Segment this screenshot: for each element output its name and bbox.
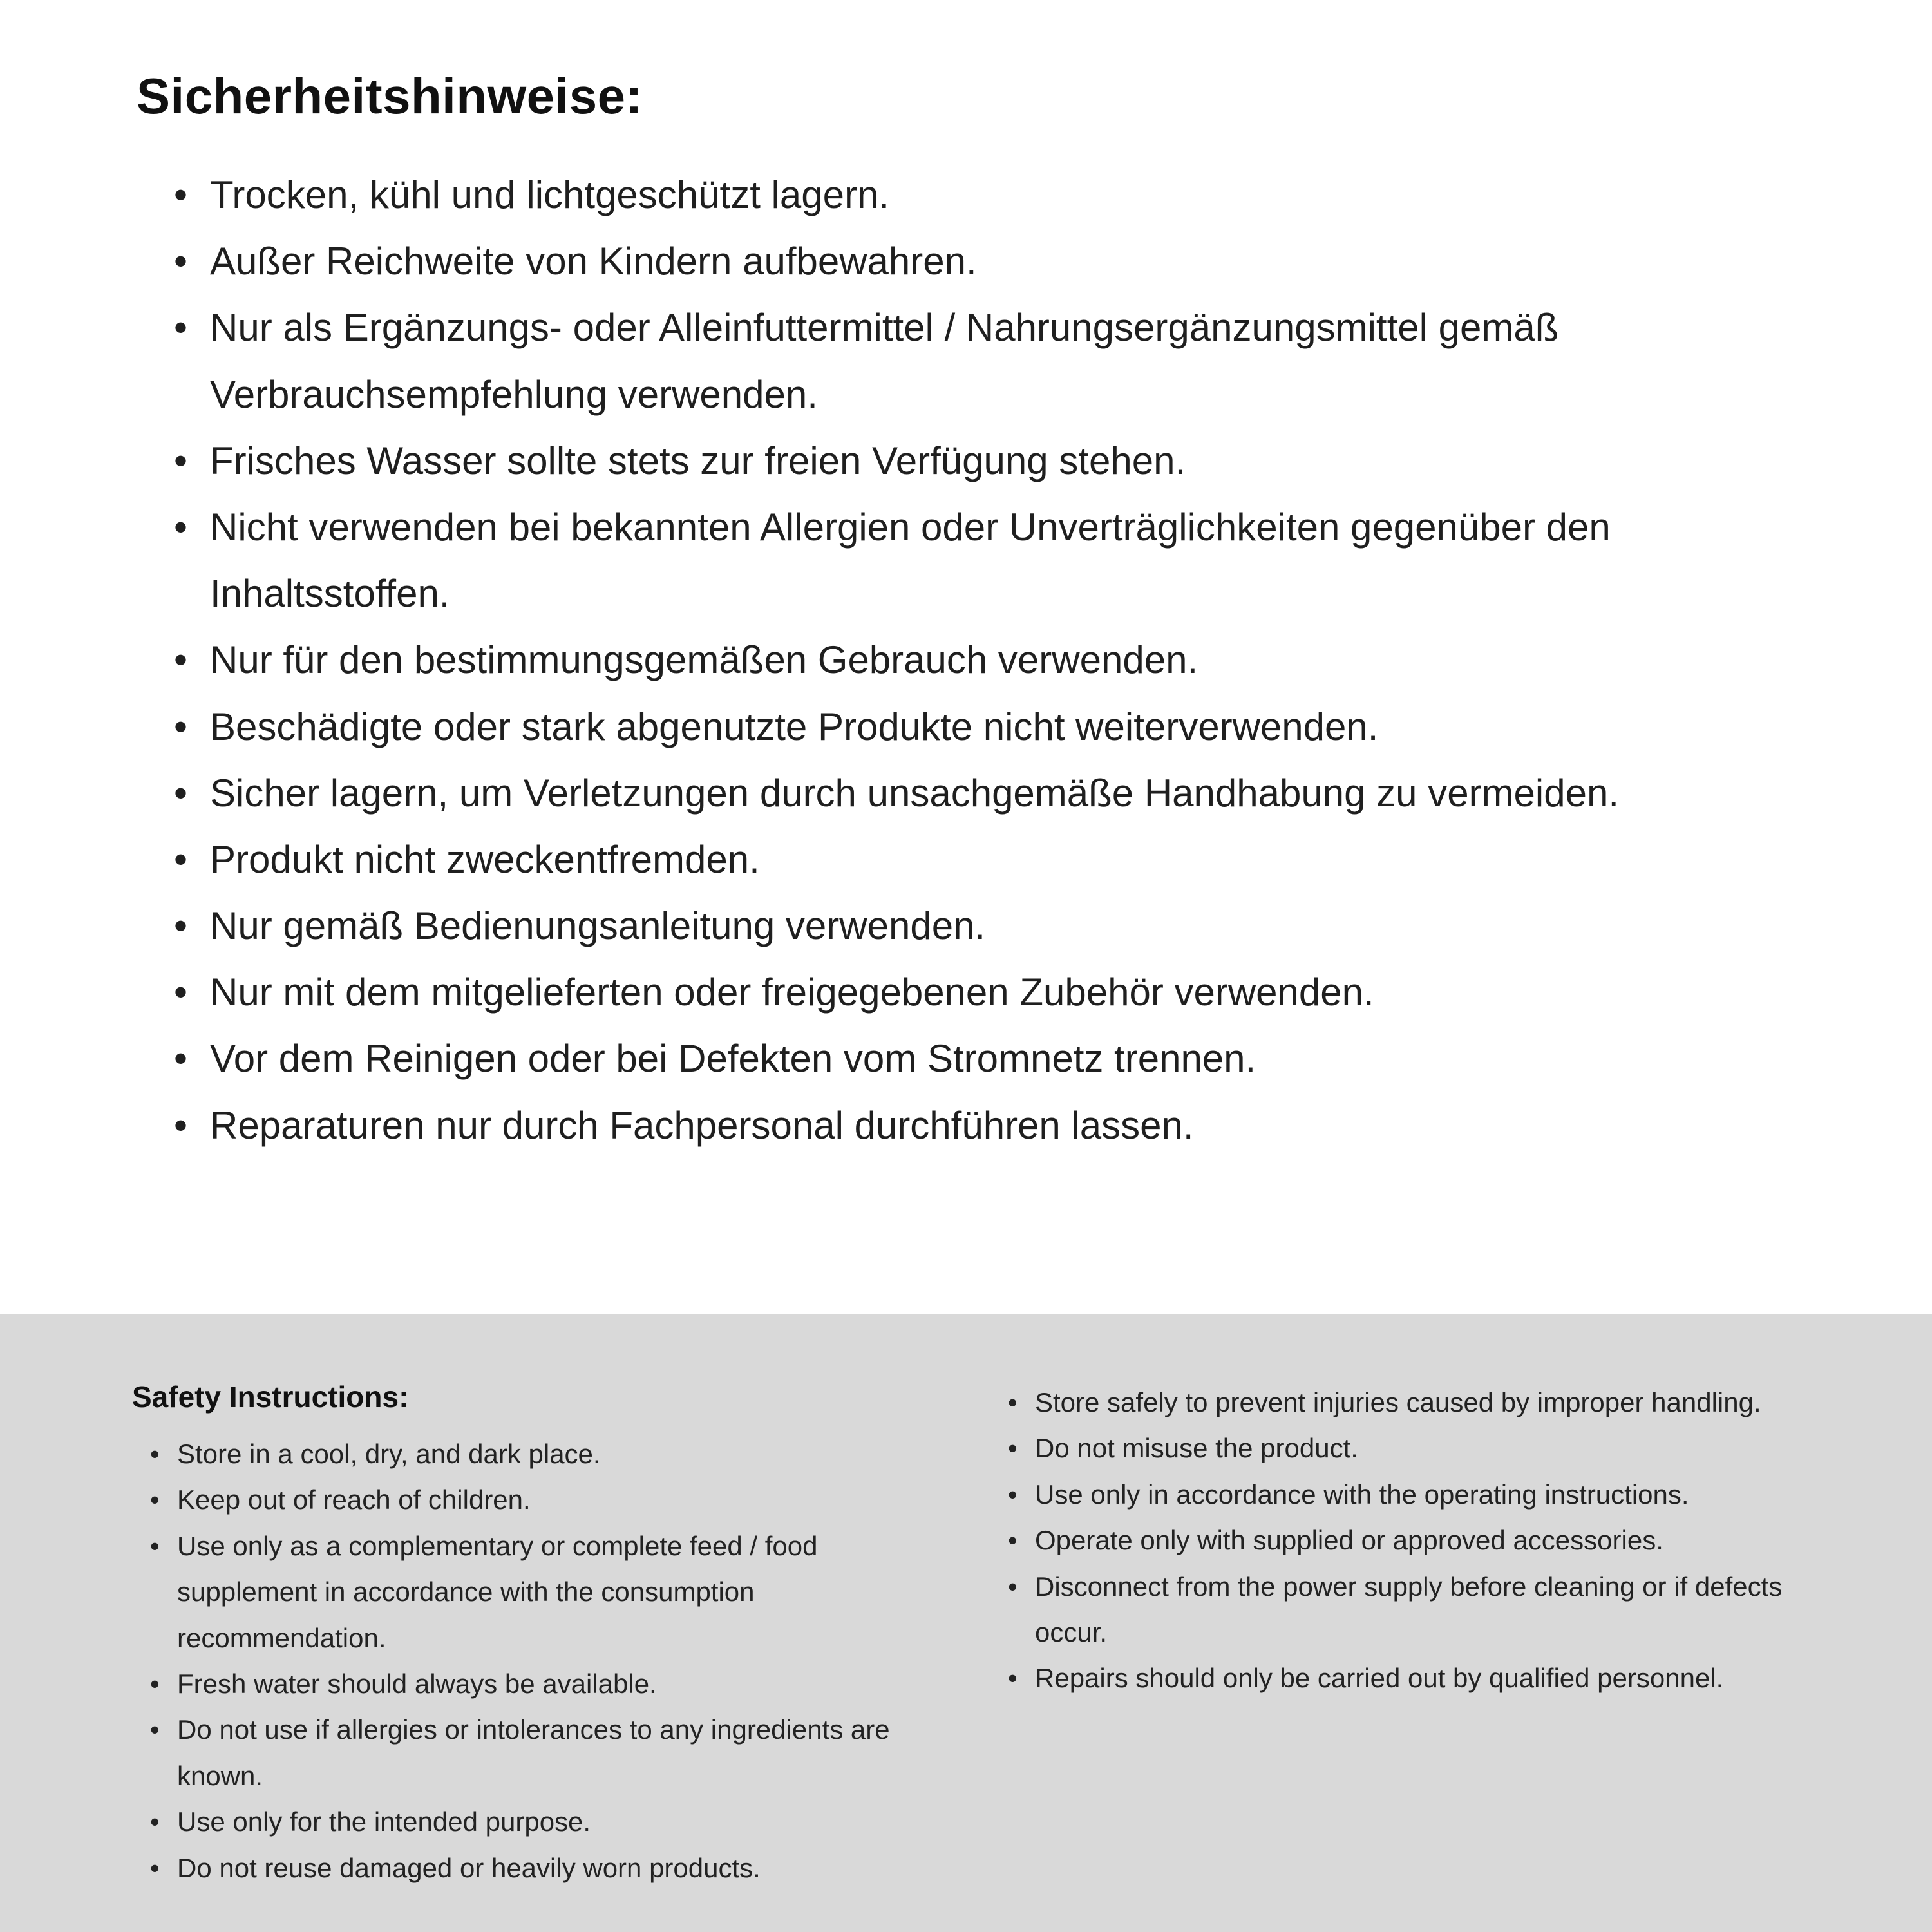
list-item: • Sicher lagern, um Verletzungen durch unsachgemäße Handhabung zu vermeiden. — [174, 760, 1842, 826]
list-item: • Nur für den bestimmungsgemäßen Gebrauch verwenden. — [174, 627, 1842, 693]
list-item: • Produkt nicht zweckentfremden. — [174, 826, 1842, 893]
list-item: • Außer Reichweite von Kindern aufbewahren. — [174, 228, 1842, 294]
list-item: • Do not use if allergies or intolerances to any ingredients are known. — [150, 1707, 937, 1799]
english-safety-list-right — [1008, 1379, 1813, 1701]
list-item: • Nur als Ergänzungs- oder Alleinfuttermittel / Nahrungsergänzungsmittel gemäß Verbrauchsempfehlung verwenden. — [174, 294, 1842, 427]
english-right-column — [1008, 1379, 1813, 1932]
english-left-column — [132, 1379, 937, 1932]
list-item: • Store safely to prevent injuries caused by improper handling. — [1008, 1379, 1813, 1425]
list-item: • Use only as a complementary or complete feed / food supplement in accordance with the consumption recommendation. — [150, 1523, 937, 1661]
english-safety-list-left — [132, 1431, 937, 1891]
list-item: • Nur gemäß Bedienungsanleitung verwenden. — [174, 893, 1842, 959]
list-item: • Nicht verwenden bei bekannten Allergien oder Unverträglichkeiten gegenüber den Inhaltsstoffen. — [174, 494, 1842, 627]
list-item: • Frisches Wasser sollte stets zur freien Verfügung stehen. — [174, 428, 1842, 494]
list-item: • Use only in accordance with the operating instructions. — [1008, 1472, 1813, 1517]
list-item: • Reparaturen nur durch Fachpersonal durchführen lassen. — [174, 1092, 1842, 1159]
list-item: • Beschädigte oder stark abgenutzte Produkte nicht weiterverwenden. — [174, 694, 1842, 760]
list-item: • Do not misuse the product. — [1008, 1425, 1813, 1471]
list-item: • Trocken, kühl und lichtgeschützt lagern. — [174, 162, 1842, 228]
list-item: • Nur mit dem mitgelieferten oder freigegebenen Zubehör verwenden. — [174, 959, 1842, 1025]
list-item: • Store in a cool, dry, and dark place. — [150, 1431, 937, 1477]
german-safety-list — [137, 162, 1842, 1159]
list-item: • Operate only with supplied or approved accessories. — [1008, 1517, 1813, 1563]
list-item: • Disconnect from the power supply before cleaning or if defects occur. — [1008, 1564, 1813, 1656]
list-item: • Vor dem Reinigen oder bei Defekten vom Stromnetz trennen. — [174, 1025, 1842, 1092]
list-item: • Use only for the intended purpose. — [150, 1799, 937, 1844]
list-item: • Fresh water should always be available. — [150, 1661, 937, 1707]
list-item: • Keep out of reach of children. — [150, 1477, 937, 1522]
list-item: • Repairs should only be carried out by qualified personnel. — [1008, 1655, 1813, 1701]
german-safety-title: Sicherheitshinweise: — [137, 68, 643, 124]
list-item: • Do not reuse damaged or heavily worn products. — [150, 1845, 937, 1891]
english-safety-section — [0, 1314, 1932, 1932]
english-safety-title: Safety Instructions: — [132, 1380, 409, 1414]
